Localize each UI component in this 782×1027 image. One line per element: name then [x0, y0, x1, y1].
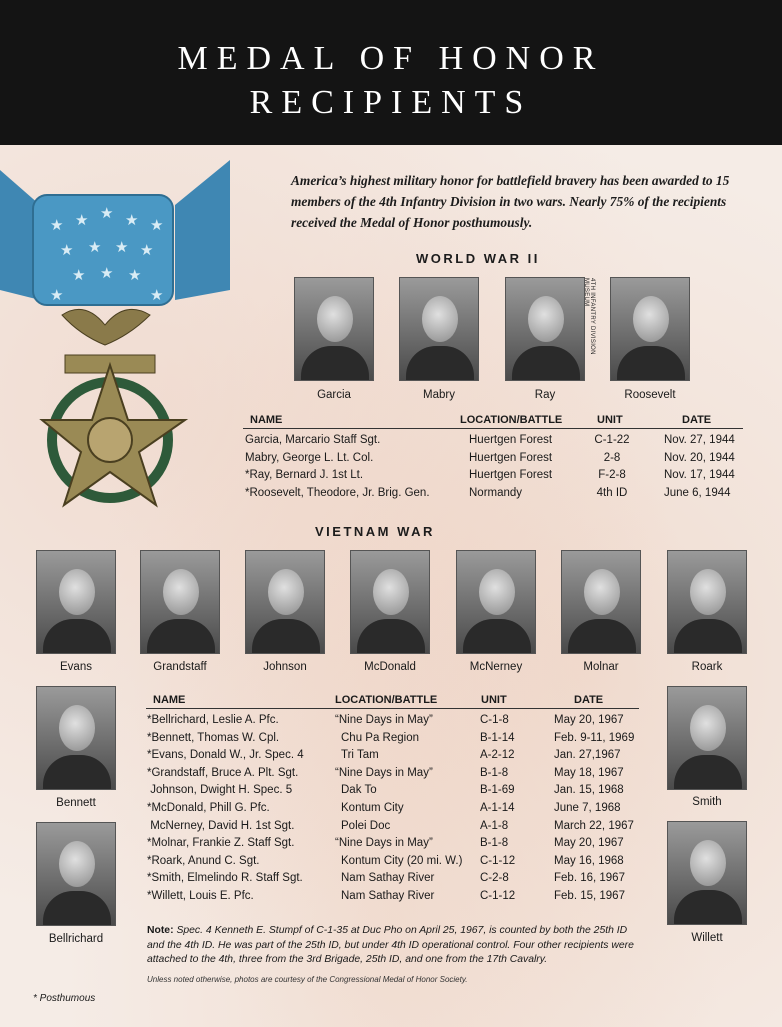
svg-text:★: ★ — [50, 217, 64, 234]
table-cell: May 18, 1967 — [554, 766, 624, 779]
photo-grandstaff — [140, 550, 220, 654]
vietnam-header-date: DATE — [574, 694, 604, 706]
table-row: *Bellrichard, Leslie A. Pfc. — [147, 714, 279, 726]
ww2-header-date: DATE — [682, 414, 712, 426]
note-paragraph — [147, 924, 642, 968]
ww2-header-name: NAME — [250, 414, 283, 426]
vietnam-header-name: NAME — [153, 694, 186, 706]
table-cell: F-2-8 — [598, 469, 626, 482]
table-cell: Nov. 27, 1944 — [664, 434, 735, 446]
photo-willett — [667, 821, 747, 925]
title-line-2: RECIPIENTS — [249, 84, 533, 121]
table-cell: Nov. 17, 1944 — [664, 469, 735, 482]
photo-johnson — [245, 550, 325, 654]
caption-roark: Roark — [691, 661, 723, 673]
table-cell: B-1-14 — [480, 731, 515, 744]
caption-bennett: Bennett — [56, 797, 96, 809]
svg-text:★: ★ — [72, 267, 86, 284]
table-cell: Polei Doc — [341, 819, 391, 832]
photo-molnar — [561, 550, 641, 654]
svg-text:★: ★ — [140, 242, 154, 259]
eagle — [62, 309, 150, 345]
caption-smith: Smith — [692, 796, 722, 808]
table-cell: Tri Tam — [341, 749, 379, 762]
table-cell: Feb. 9-11, 1969 — [554, 731, 635, 744]
table-row: *Grandstaff, Bruce A. Plt. Sgt. — [147, 766, 299, 779]
table-cell: Jan. 27,1967 — [554, 749, 621, 762]
caption-molnar: Molnar — [583, 661, 619, 673]
vietnam-header-location: LOCATION/BATTLE — [335, 694, 438, 706]
table-cell: Jan. 15, 1968 — [554, 784, 624, 797]
table-row: Johnson, Dwight H. Spec. 5 — [147, 784, 293, 797]
table-cell: 2-8 — [603, 451, 621, 464]
ww2-header-rule — [243, 428, 743, 429]
table-cell: Huertgen Forest — [469, 434, 553, 446]
caption-grandstaff: Grandstaff — [153, 661, 207, 673]
table-cell: Kontum City — [341, 801, 404, 814]
table-row: McNerney, David H. 1st Sgt. — [147, 819, 295, 832]
svg-text:★: ★ — [150, 217, 164, 234]
table-cell: B-1-8 — [480, 837, 509, 850]
header-banner — [0, 0, 782, 145]
table-cell: C-1-22 — [594, 434, 630, 446]
table-row: *Roark, Anund C. Sgt. — [147, 854, 260, 867]
svg-text:★: ★ — [100, 205, 114, 222]
table-cell: March 22, 1967 — [554, 819, 634, 832]
ww2-col-name — [245, 432, 430, 502]
note-text: Spec. 4 Kenneth E. Stumpf of C-1-35 at Duc Pho on April 25, 1967, is counted by both the 25th ID and the 4th ID. He was part of the 25th ID, but under 4th ID operational control. Four other recipients were attached to the 4th, three from the 3rd Brigade, 25th ID, and one from the 17th Cavalry. — [147, 925, 634, 965]
table-cell: Normandy — [469, 486, 523, 499]
ww2-col-date — [664, 432, 735, 502]
table-cell: Nam Sathay River — [341, 872, 435, 885]
table-cell: Chu Pa Region — [341, 731, 419, 744]
photo-ray — [505, 277, 585, 381]
table-cell: Feb. 16, 1967 — [554, 872, 625, 885]
table-cell: June 6, 1944 — [664, 486, 731, 499]
caption-garcia: Garcia — [317, 389, 351, 401]
ww2-col-location — [469, 432, 552, 502]
photo-smith — [667, 686, 747, 790]
photo-credit: Unless noted otherwise, photos are courtesy of the Congressional Medal of Honor Society. — [147, 975, 468, 984]
photo-mcdonald — [350, 550, 430, 654]
table-row: *Roosevelt, Theodore, Jr. Brig. Gen. — [245, 486, 430, 499]
table-cell: 4th ID — [596, 486, 628, 499]
table-row: *McDonald, Phill G. Pfc. — [147, 801, 270, 814]
ribbon-right — [175, 160, 230, 300]
caption-mcnerney: McNerney — [469, 661, 523, 673]
ww2-header-unit: UNIT — [597, 414, 623, 426]
photo-mabry — [399, 277, 479, 381]
vietnam-col-date — [554, 712, 634, 906]
caption-ray: Ray — [534, 389, 556, 401]
svg-text:★: ★ — [150, 287, 164, 304]
ww2-header-location: LOCATION/BATTLE — [460, 414, 563, 426]
posthumous-footnote: * Posthumous — [33, 993, 96, 1004]
photo-bennett — [36, 686, 116, 790]
table-cell: Dak To — [341, 784, 377, 797]
table-cell: Huertgen Forest — [469, 451, 553, 464]
ww2-col-unit — [590, 432, 634, 502]
table-row: *Molnar, Frankie Z. Staff Sgt. — [147, 837, 295, 850]
caption-mabry: Mabry — [423, 389, 455, 401]
table-cell: Nov. 20, 1944 — [664, 451, 735, 464]
medal-center — [88, 418, 132, 462]
table-cell: “Nine Days in May” — [335, 766, 433, 779]
table-cell: Nam Sathay River — [341, 889, 435, 902]
caption-bellrichard: Bellrichard — [48, 933, 104, 945]
table-row: *Ray, Bernard J. 1st Lt. — [245, 469, 364, 482]
table-row: Garcia, Marcario Staff Sgt. — [245, 434, 381, 446]
title-line-1: MEDAL OF HONOR — [177, 40, 605, 77]
photo-mcnerney — [456, 550, 536, 654]
table-cell: C-1-8 — [480, 714, 509, 726]
svg-text:★: ★ — [60, 242, 74, 259]
table-cell: A-1-14 — [480, 801, 515, 814]
medal-of-honor-illustration — [0, 150, 230, 520]
table-cell: C-1-12 — [480, 854, 516, 867]
photo-bellrichard — [36, 822, 116, 926]
vietnam-col-name — [147, 712, 304, 906]
photo-evans — [36, 550, 116, 654]
vietnam-col-unit — [480, 712, 515, 906]
table-cell: June 7, 1968 — [554, 801, 621, 814]
table-row: *Evans, Donald W., Jr. Spec. 4 — [147, 749, 304, 762]
svg-text:★: ★ — [75, 212, 89, 229]
table-cell: A-1-8 — [480, 819, 509, 832]
vietnam-title: VIETNAM WAR — [315, 524, 435, 539]
caption-mcdonald: McDonald — [364, 661, 416, 673]
intro-text: America’s highest military honor for battlefield bravery has been awarded to 15 members of the 4th Infantry Division in two wars. Nearly 75% of the recipients received the Medal of Honor posthumously. — [291, 173, 730, 230]
table-cell: “Nine Days in May” — [335, 837, 433, 850]
table-cell: A-2-12 — [480, 749, 515, 762]
table-cell: B-1-69 — [480, 784, 515, 797]
photo-garcia — [294, 277, 374, 381]
table-cell: C-1-12 — [480, 889, 516, 902]
note-label: Note: — [147, 925, 174, 936]
table-row: *Bennett, Thomas W. Cpl. — [147, 731, 280, 744]
table-cell: “Nine Days in May” — [335, 714, 433, 726]
table-row: *Willett, Louis E. Pfc. — [147, 889, 254, 902]
table-cell: May 20, 1967 — [554, 837, 624, 850]
svg-text:★: ★ — [50, 287, 64, 304]
table-cell: May 20, 1967 — [554, 714, 624, 726]
caption-willett: Willett — [691, 932, 723, 944]
table-cell: C-2-8 — [480, 872, 509, 885]
photo-roark — [667, 550, 747, 654]
svg-text:★: ★ — [100, 265, 114, 282]
svg-text:★: ★ — [115, 239, 129, 256]
svg-text:★: ★ — [128, 267, 142, 284]
ww2-title: WORLD WAR II — [416, 251, 540, 266]
table-row: Mabry, George L. Lt. Col. — [245, 451, 374, 464]
caption-johnson: Johnson — [263, 661, 307, 673]
svg-text:★: ★ — [88, 239, 102, 256]
photo-roosevelt — [610, 277, 690, 381]
table-row: *Smith, Elmelindo R. Staff Sgt. — [147, 872, 303, 885]
table-cell: Feb. 15, 1967 — [554, 889, 625, 902]
svg-text:★: ★ — [125, 212, 139, 229]
table-cell: Kontum City (20 mi. W.) — [341, 854, 463, 867]
table-cell: Huertgen Forest — [469, 469, 553, 482]
table-cell: B-1-8 — [480, 766, 509, 779]
caption-evans: Evans — [60, 661, 92, 673]
vietnam-header-rule — [146, 708, 639, 709]
table-cell: May 16, 1968 — [554, 854, 624, 867]
ww2-photo-credit: 4TH INFANTRY DIVISION MUSEUM — [583, 278, 595, 355]
caption-roosevelt: Roosevelt — [624, 389, 676, 401]
vietnam-header-unit: UNIT — [481, 694, 507, 706]
vietnam-col-location — [335, 712, 462, 906]
